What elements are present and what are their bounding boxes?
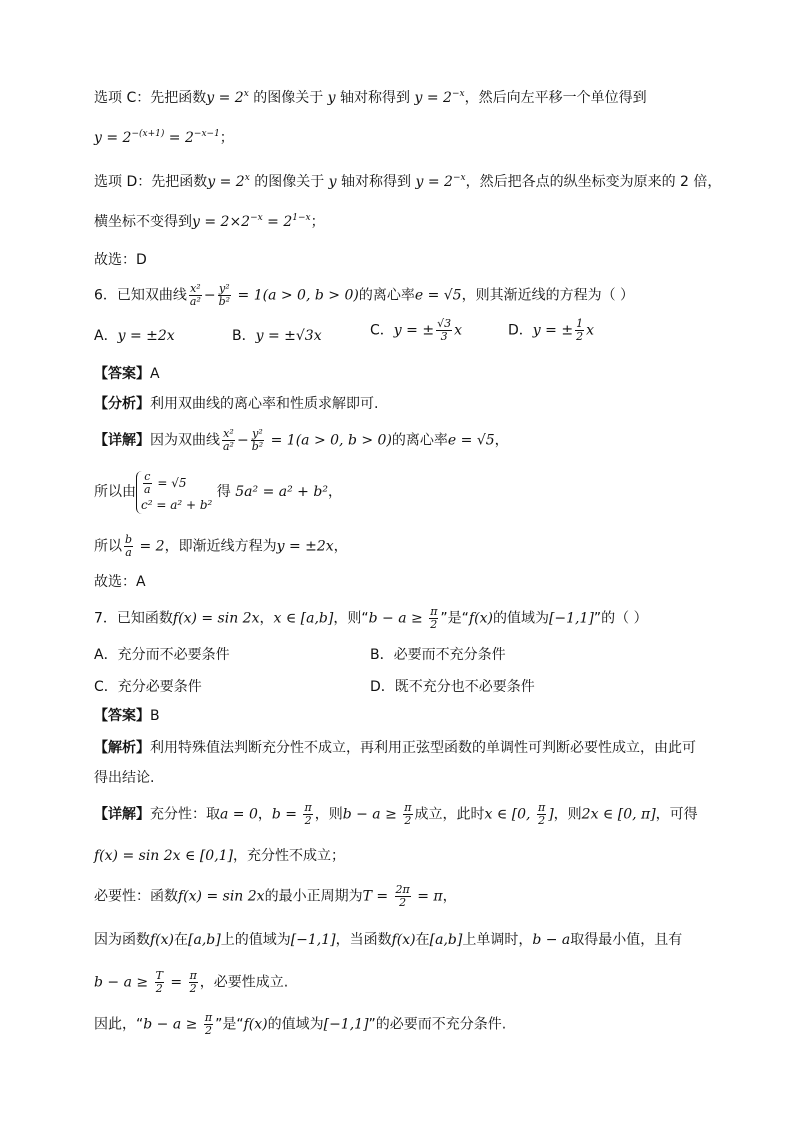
question-7 (94, 606, 648, 631)
analysis-7-line1 (94, 738, 696, 758)
text: 的值域为 (492, 610, 549, 627)
numerator: x² (223, 427, 234, 440)
text: ”的必要而不充分条件. (368, 1016, 507, 1033)
q7-option-b (370, 644, 506, 664)
fraction (303, 802, 312, 827)
text: ， (494, 432, 509, 449)
numerator: π (189, 969, 197, 982)
numerator: 2π (395, 883, 410, 896)
text: 上单调时， (462, 932, 533, 948)
q6-option-b (232, 325, 322, 345)
text: ， (442, 888, 457, 905)
text: 6．已知双曲线 (94, 287, 187, 304)
detail-tag: 【详解】 (94, 432, 150, 449)
numerator: π (404, 801, 412, 814)
answer-choice-5: 故选：D (94, 252, 147, 268)
numerator: 1 (576, 317, 584, 330)
text: 的图像关于 (248, 90, 328, 106)
fraction (143, 471, 152, 496)
answer-value: B (150, 708, 160, 724)
math: = π (412, 888, 443, 905)
math: y = 2×2 (192, 214, 251, 230)
option-d-explanation (94, 172, 721, 192)
fraction (429, 606, 438, 631)
math: ] (548, 806, 554, 823)
option-label: B． (232, 328, 256, 344)
math: [a,b] (188, 932, 221, 948)
analysis-7-line2: 得出结论. (94, 770, 155, 786)
question-6: 6．已知双曲线 $\frac{\text{x²}}{\text{a²}}$ − $\frac{\text{y²}}{\text{b²}}$ = 1(a > 0, b > 0)的离心率e = √5，则其渐近线的方程为（ ） (94, 282, 635, 308)
math-sup: x (243, 89, 249, 99)
denominator: 2 (204, 1024, 212, 1037)
text: 的图像关于 (249, 174, 329, 190)
denominator: 2 (404, 814, 412, 827)
math-sup: −x (250, 213, 263, 223)
math: [−1,1] (290, 932, 336, 948)
math: b − a ≥ (368, 610, 428, 627)
numerator: x² (190, 282, 201, 295)
option-text: 充分而不必要条件 (117, 647, 230, 663)
math: f(x) (150, 932, 175, 948)
math: x (454, 322, 462, 339)
text: 轴对称得到 (335, 90, 415, 106)
math: y = 2 (415, 174, 453, 190)
text: 的离心率 (358, 287, 415, 304)
math: = 2 (262, 214, 293, 230)
text: ， (259, 610, 274, 627)
detail-6-line2 (94, 470, 342, 514)
math: b − a ≥ (143, 1016, 202, 1033)
math: f(x) (391, 932, 416, 948)
math-sup: 1−x (292, 213, 311, 223)
q6-option-a (94, 325, 175, 345)
denominator: 2 (399, 896, 407, 909)
numerator: y² (219, 282, 230, 295)
option-label: D． (370, 679, 395, 695)
text: ”的（ ） (593, 610, 648, 627)
q6-option-d (508, 318, 594, 343)
math: x ∈ [0, (484, 806, 535, 823)
numerator: √3 (437, 317, 452, 330)
text: 充分性：取 (150, 806, 220, 823)
q6-option-c (370, 318, 462, 343)
math: = 1(a > 0, b > 0) (233, 287, 359, 304)
numerator: π (304, 801, 312, 814)
fraction (251, 428, 264, 453)
math: T = (362, 888, 393, 905)
numerator: π (537, 801, 546, 814)
text: ， (257, 806, 272, 823)
text: ， (333, 538, 348, 555)
numerator: π (204, 1011, 213, 1024)
analysis-text: 利用特殊值法判断充分性不成立，再利用正弦型函数的单调性可判断必要性成立，由此可 (150, 740, 696, 756)
text: ，则“ (333, 610, 369, 627)
math-sup: −(x+1) (131, 129, 165, 139)
math: b − a (532, 932, 571, 948)
option-c-explanation (94, 88, 647, 108)
text: 在 (415, 932, 430, 948)
text: 所以由 (94, 484, 136, 500)
option-d-result (94, 212, 325, 232)
math: = √5 (153, 475, 187, 490)
math: x ∈ [a,b] (273, 610, 334, 627)
text: 轴对称得到 (336, 174, 416, 190)
q7-option-c (94, 676, 202, 696)
analysis-tag: 【解析】 (94, 740, 150, 756)
fraction (155, 970, 164, 995)
equation-system (136, 471, 212, 514)
option-label: B． (370, 647, 394, 663)
math: = 2 (135, 538, 165, 555)
detail-7-line5 (94, 970, 288, 995)
text: ； (219, 130, 234, 146)
detail-7-line1 (94, 802, 698, 827)
math: y = ± (393, 322, 435, 339)
math: b − a ≥ (342, 806, 402, 823)
option-label: C． (370, 322, 394, 339)
text: 横坐标不变得到 (94, 214, 192, 230)
text: 因此，“ (94, 1016, 144, 1033)
fraction (403, 802, 412, 827)
option-text: 必要而不充分条件 (393, 647, 506, 663)
text: 因为函数 (94, 932, 150, 948)
numerator: y² (252, 427, 263, 440)
math: a = 0 (220, 806, 258, 823)
detail-7-line3 (94, 884, 457, 909)
math: [a,b] (429, 932, 463, 948)
text: ，充分性不成立； (233, 848, 346, 864)
fraction (124, 534, 133, 559)
text: ，则 (553, 806, 582, 823)
text: 在 (174, 932, 189, 948)
analysis-tag: 【分析】 (94, 396, 150, 412)
text: 的离心率 (391, 432, 448, 449)
math: = 1(a > 0, b > 0) (266, 432, 392, 449)
fraction (436, 318, 452, 343)
fraction (537, 802, 546, 827)
detail-tag: 【详解】 (94, 806, 150, 823)
text: 7．已知函数 (94, 610, 173, 627)
text: ，则 (314, 806, 343, 823)
option-c-result (94, 128, 234, 148)
denominator: 2 (155, 982, 163, 995)
text: ，即渐近线方程为 (164, 538, 277, 555)
text: 的值域为 (267, 1016, 324, 1033)
option-text: 充分必要条件 (117, 679, 202, 695)
text: ，可得 (655, 806, 698, 823)
answer-value: A (150, 366, 160, 382)
math: f(x) = sin 2x ∈ [0,1] (94, 848, 234, 864)
answer-7 (94, 706, 160, 726)
text: ，然后向左平移一个单位得到 (464, 90, 647, 106)
math: c² = a² + b² (141, 497, 213, 512)
math: y = 2 (206, 90, 244, 106)
denominator: a (125, 546, 132, 559)
math: x (586, 322, 594, 339)
text: 因为双曲线 (150, 432, 220, 449)
math: b − a ≥ (94, 974, 153, 991)
text: 上的值域为 (220, 932, 291, 948)
fraction (189, 970, 198, 995)
text: ，必要性成立. (199, 974, 289, 991)
math: = (165, 974, 187, 991)
numerator: T (155, 969, 163, 982)
math: y = ±2x (276, 538, 334, 555)
math: 2x ∈ [0, π] (581, 806, 656, 823)
text: ，当函数 (335, 932, 392, 948)
text: 所以 (94, 538, 122, 555)
text: 成立，此时 (414, 806, 485, 823)
denominator: 2 (576, 330, 584, 343)
denominator: 3 (440, 330, 448, 343)
denominator: 2 (304, 814, 312, 827)
detail-7-conclusion (94, 1012, 506, 1037)
text: 选项 D：先把函数 (94, 174, 208, 190)
detail-7-line4 (94, 930, 682, 950)
math: f(x) (468, 610, 493, 627)
math-sup: −x−1 (193, 129, 220, 139)
math: y (327, 90, 336, 106)
math: [−1,1] (323, 1016, 369, 1033)
denominator: 2 (430, 618, 438, 631)
math: y = ±2x (117, 328, 175, 344)
math-sup: −x (451, 89, 465, 99)
text: ，则其渐近线的方程为（ ） (461, 287, 635, 304)
math: e = √5 (447, 432, 495, 449)
math: f(x) = sin 2x (178, 888, 265, 905)
numerator: c (144, 469, 151, 483)
math: e = √5 (414, 287, 462, 304)
math: y = 2 (414, 90, 452, 106)
text: 得 (212, 484, 236, 500)
analysis-6 (94, 394, 378, 414)
text: ； (310, 214, 325, 230)
detail-7-line2 (94, 846, 345, 866)
math: y = 2 (94, 130, 132, 146)
text: 必要性：函数 (94, 888, 178, 905)
q7-option-a (94, 644, 230, 664)
detail-6-line1: 【详解】因为双曲线 $\frac{\text{x²}}{\text{a²}}$ − $\frac{\text{y²}}{\text{b²}}$ = 1(a > 0, b > 0)的离心率e = √5， (94, 427, 509, 453)
math: y = 2 (207, 174, 245, 190)
option-label: A． (94, 328, 118, 344)
denominator: a (144, 482, 151, 496)
fraction (218, 283, 231, 308)
math: f(x) = sin 2x (172, 610, 260, 627)
math: y = ± (532, 322, 574, 339)
denominator: 2 (189, 982, 197, 995)
math-sup: x (244, 173, 250, 183)
math: = 2 (164, 130, 194, 146)
text: ”是“ (440, 610, 469, 627)
denominator: a² (223, 440, 234, 453)
q7-option-d (370, 676, 535, 696)
text: ”是“ (215, 1016, 244, 1033)
fraction (395, 884, 411, 909)
denominator: a² (189, 295, 201, 308)
fraction (575, 318, 584, 343)
option-label: C． (94, 679, 118, 695)
text: ， (327, 484, 342, 500)
math: [−1,1] (548, 610, 594, 627)
math: y = ±√3x (255, 328, 322, 344)
option-label: D． (508, 322, 533, 339)
denominator: 2 (538, 814, 546, 827)
math: b = (271, 806, 302, 823)
numerator: π (430, 605, 438, 618)
analysis-text: 利用双曲线的离心率和性质求解即可. (150, 396, 379, 412)
answer-tag: 【答案】 (94, 708, 150, 724)
detail-6-line3 (94, 534, 348, 559)
denominator: b² (251, 440, 264, 453)
math-sup: −x (452, 173, 466, 183)
fraction (222, 428, 235, 453)
answer-choice-6: 故选：A (94, 574, 146, 590)
option-label: A． (94, 647, 118, 663)
text: 取得最小值，且有 (570, 932, 683, 948)
answer-tag: 【答案】 (94, 366, 150, 382)
denominator: b² (218, 295, 231, 308)
text: ，然后把各点的纵坐标变为原来的 2 倍， (465, 174, 722, 190)
numerator: b (125, 533, 133, 546)
math: f(x) (243, 1016, 268, 1033)
option-text: 既不充分也不必要条件 (394, 679, 535, 695)
fraction (204, 1012, 213, 1037)
math: 5a² = a² + b² (235, 484, 328, 500)
text: 选项 C：先把函数 (94, 90, 207, 106)
fraction (189, 283, 202, 308)
answer-6 (94, 364, 160, 384)
text: 的最小正周期为 (264, 888, 363, 905)
math: y (328, 174, 337, 190)
